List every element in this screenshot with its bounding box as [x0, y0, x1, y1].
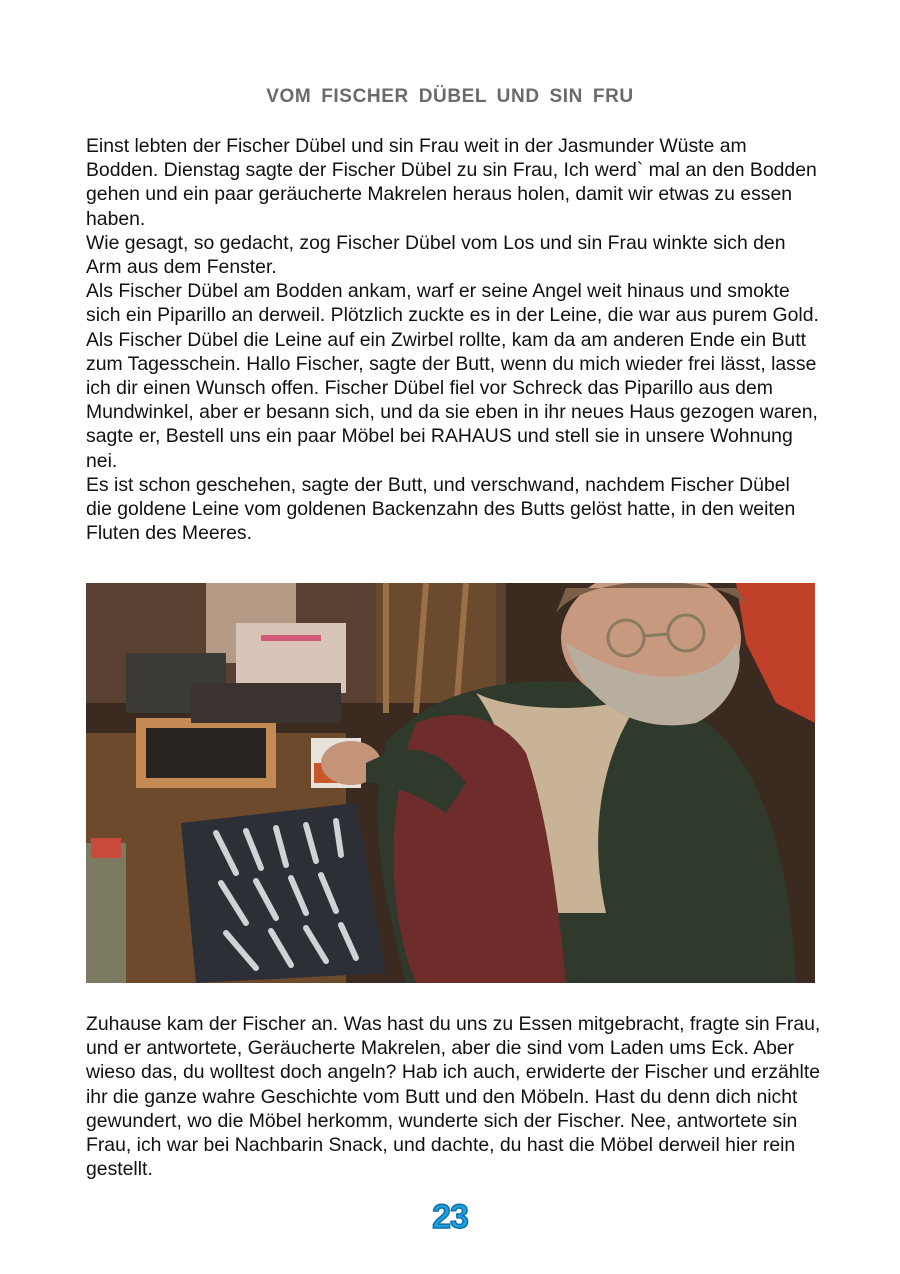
page-number: 23 [432, 1198, 468, 1236]
paragraph: Als Fischer Dübel die Leine auf ein Zwirbel rollte, kam da am anderen Ende ein Butt zum Tagesschein. Hallo Fischer, sagte der Butt, wenn du mich wieder frei lässt, lasse ich dir einen Wunsch offen. Fischer Dübel fiel vor Schreck das Piparillo aus dem Mundwinkel, aber er besann sich, und da sie eben in ihr neues Haus gezogen waren, sagte er, Bestell uns ein paar Möbel bei RAHAUS und stell sie in unsere Wohnung nei. [86, 328, 818, 472]
story-photo [86, 583, 815, 983]
story-outro [86, 1012, 821, 1181]
paragraph: Als Fischer Dübel am Bodden ankam, warf er seine Angel weit hinaus und smokte sich ein Piparillo an derweil. Plötzlich zuckte es in der Leine, die war aus purem Gold. [86, 280, 819, 327]
page-title: VOM FISCHER DÜBEL UND SIN FRU [266, 86, 634, 107]
paragraph: Es ist schon geschehen, sagte der Butt, und verschwand, nachdem Fischer Dübel die goldene Leine vom goldenen Backenzahn des Butts gelöst hatte, in den weiten Fluten des Meeres. [86, 473, 796, 545]
paragraph: Wie gesagt, so gedacht, zog Fischer Dübel vom Los und sin Frau winkte sich den Arm aus dem Fenster. [86, 231, 786, 279]
story-intro [86, 134, 821, 545]
paragraph: Zuhause kam der Fischer an. Was hast du uns zu Essen mitgebracht, fragte sin Frau, und er antwortete, Geräucherte Makrelen, aber die sind vom Laden ums Eck. Aber wieso das, du wolltest doch angeln? Hab ich auch, erwiderte der Fischer und erzählte ihr die ganze wahre Geschichte vom Butt und den Möbeln. Hast du denn dich nicht gewundert, wo die Möbel herkomm, wunderte sich der Fischer. Nee, antwortete sin Frau, ich war bei Nachbarin Snack, und dachte, du hast die Möbel derweil hier rein gestellt. [86, 1013, 821, 1181]
paragraph: Einst lebten der Fischer Dübel und sin Frau weit in der Jasmunder Wüste am Bodden. Dienstag sagte der Fischer Dübel zu sin Frau, Ich werd` mal an den Bodden gehen und ein paar geräucherte Makrelen heraus holen, damit wir etwas zu essen haben. [86, 135, 817, 230]
photo-illustration [86, 583, 815, 983]
